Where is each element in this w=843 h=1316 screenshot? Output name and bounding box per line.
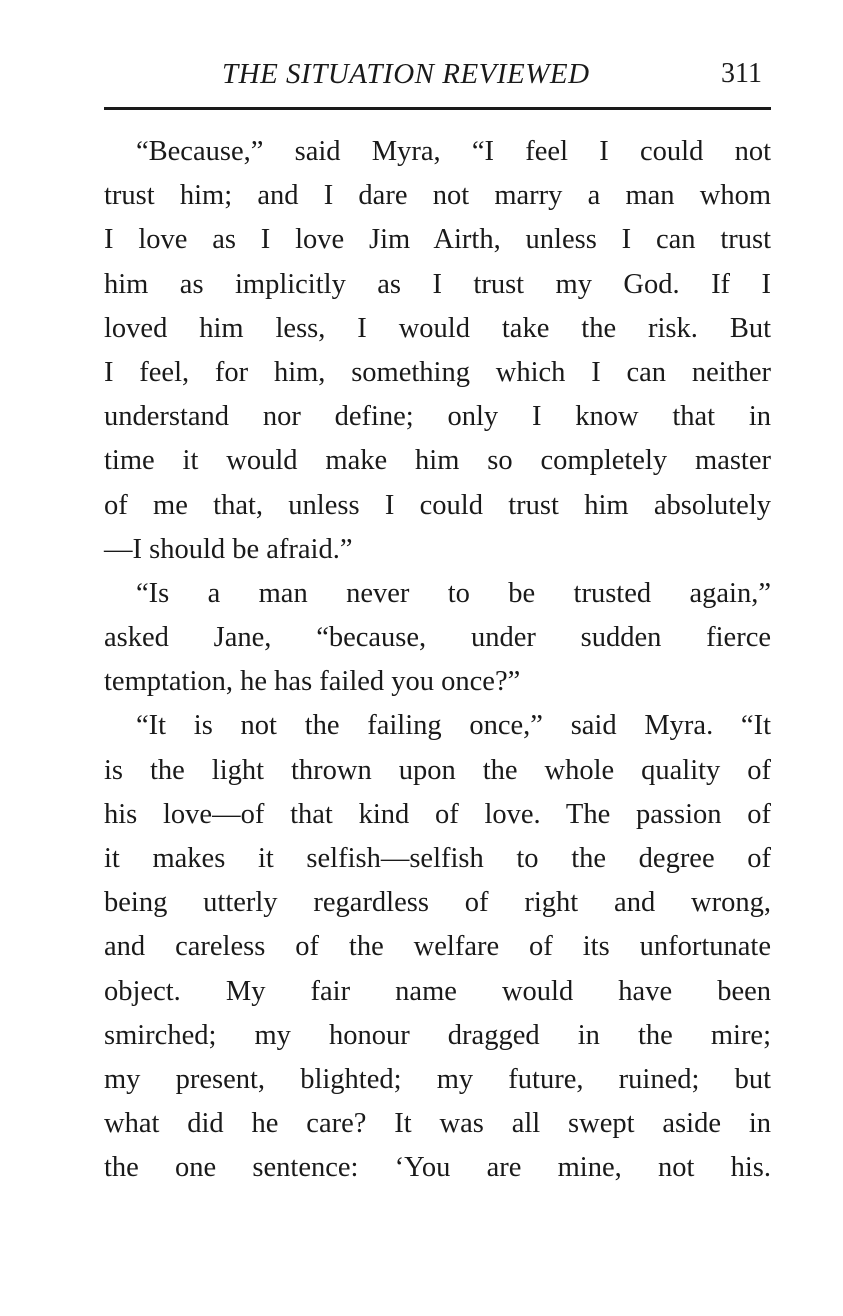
text-line: temptation, he has failed you once?” (104, 666, 521, 698)
text-line: time it would make him so completely master (104, 445, 771, 477)
running-head (0, 58, 843, 98)
text-line: and careless of the welfare of its unfortunate (104, 931, 771, 963)
paragraph (104, 130, 771, 572)
text-line: asked Jane, “because, under sudden fierce (104, 622, 771, 654)
text-line: “Because,” said Myra, “I feel I could not (136, 136, 771, 167)
text-line: trust him; and I dare not marry a man whom (104, 180, 771, 212)
text-line: is the light thrown upon the whole quality of (104, 754, 771, 786)
text-line: being utterly regardless of right and wrong, (104, 887, 771, 919)
paragraph (104, 704, 771, 1190)
text-line: the one sentence: ‘You are mine, not his. (104, 1152, 771, 1184)
text-line: what did he care? It was all swept aside in (104, 1108, 771, 1140)
text-line: I feel, for him, something which I can neither (104, 356, 771, 388)
header-rule (104, 107, 771, 110)
text-line: him as implicitly as I trust my God. If I (104, 268, 771, 300)
text-line: object. My fair name would have been (104, 975, 771, 1007)
text-line: of me that, unless I could trust him absolutely (104, 489, 771, 521)
text-line: —I should be afraid.” (104, 533, 353, 565)
text-line: it makes it selfish—selfish to the degree of (104, 843, 771, 874)
text-line: his love—of that kind of love. The passion of (104, 798, 771, 830)
page-number: 311 (721, 58, 762, 89)
paragraph (104, 572, 771, 705)
text-line: “It is not the failing once,” said Myra. “It (136, 710, 771, 742)
text-line: smirched; my honour dragged in the mire; (104, 1019, 771, 1051)
text-line: I love as I love Jim Airth, unless I can trust (104, 224, 771, 256)
text-line: loved him less, I would take the risk. But (104, 312, 771, 344)
text-line: “Is a man never to be trusted again,” (136, 577, 771, 609)
body-text (104, 130, 771, 1191)
running-head-title: THE SITUATION REVIEWED (222, 58, 590, 90)
text-line: my present, blighted; my future, ruined; but (104, 1063, 771, 1095)
text-line: understand nor define; only I know that in (104, 401, 771, 433)
